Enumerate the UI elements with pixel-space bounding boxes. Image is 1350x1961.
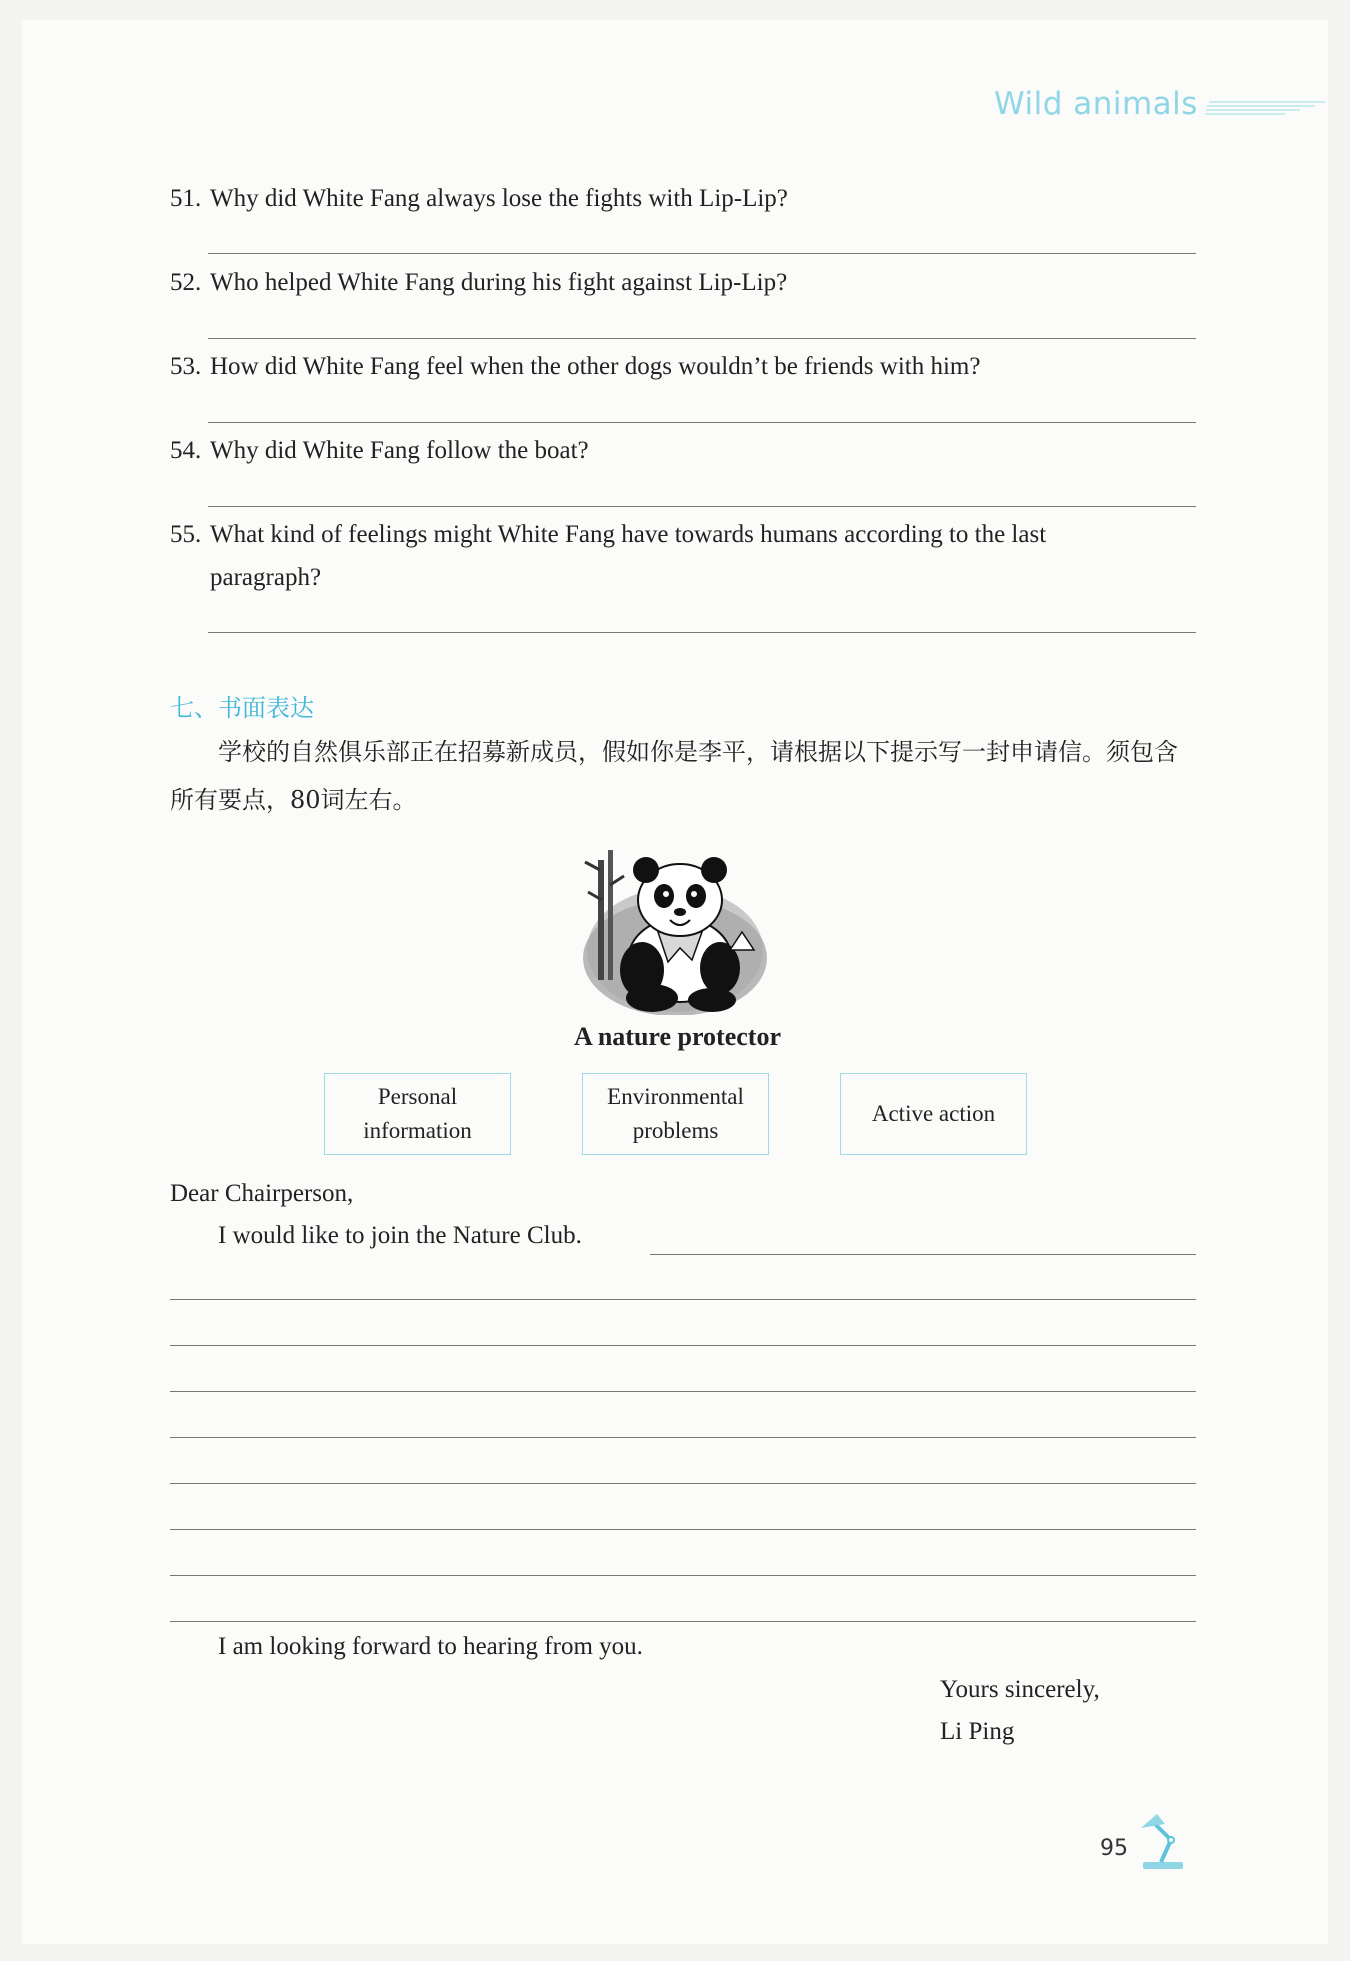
- prompt-line: problems: [632, 1118, 719, 1143]
- prompt-line: Personal: [377, 1084, 458, 1109]
- question-54: [170, 430, 589, 472]
- question-53: [170, 346, 981, 388]
- answer-line-51[interactable]: [208, 253, 1196, 254]
- question-55: [170, 514, 1047, 556]
- question-text: Who helped White Fang during his fight against Lip-Lip?: [210, 269, 788, 296]
- writing-line[interactable]: [170, 1621, 1196, 1622]
- question-51: [170, 178, 788, 220]
- header-stripes-decoration: [1205, 100, 1325, 116]
- panda-illustration: [580, 840, 770, 1015]
- question-55-continued: [170, 557, 322, 599]
- question-text-continued: paragraph?: [210, 564, 322, 591]
- question-number: 55.: [170, 521, 202, 548]
- prompt-line: Active action: [871, 1101, 996, 1126]
- answer-line-53[interactable]: [208, 422, 1196, 423]
- question-text: Why did White Fang follow the boat?: [210, 437, 589, 464]
- question-text: What kind of feelings might White Fang have towards humans according to the last: [210, 521, 1047, 548]
- question-number: 51.: [170, 185, 202, 212]
- prompt-line: information: [363, 1118, 472, 1143]
- prompt-line: Environmental: [607, 1084, 744, 1109]
- letter-signature-name: Li Ping: [940, 1718, 1015, 1745]
- question-number: 52.: [170, 269, 202, 296]
- writing-line[interactable]: [650, 1254, 1196, 1255]
- writing-line[interactable]: [170, 1529, 1196, 1530]
- desk-lamp-icon: [1135, 1810, 1197, 1872]
- writing-line[interactable]: [170, 1575, 1196, 1576]
- question-52: [170, 262, 788, 304]
- writing-line[interactable]: [170, 1483, 1196, 1484]
- answer-line-55[interactable]: [208, 632, 1196, 633]
- prompt-box-personal-information: [324, 1073, 511, 1155]
- question-number: 53.: [170, 353, 202, 380]
- writing-instruction: 学校的自然俱乐部正在招募新成员，假如你是李平，请根据以下提示写一封申请信。须包含所有要点，80词左右。: [170, 738, 1178, 814]
- letter-greeting: Dear Chairperson,: [170, 1180, 354, 1207]
- letter-closing: I am looking forward to hearing from you.: [218, 1633, 643, 1660]
- answer-line-54[interactable]: [208, 506, 1196, 507]
- answer-line-52[interactable]: [208, 338, 1196, 339]
- writing-line[interactable]: [170, 1437, 1196, 1438]
- question-number: 54.: [170, 437, 202, 464]
- writing-line[interactable]: [170, 1299, 1196, 1300]
- writing-line[interactable]: [170, 1391, 1196, 1392]
- prompt-box-environmental-problems: [582, 1073, 769, 1155]
- writing-line[interactable]: [170, 1345, 1196, 1346]
- page-number: 95: [1100, 1836, 1128, 1861]
- question-text: Why did White Fang always lose the fights with Lip-Lip?: [210, 185, 788, 212]
- section-title: 七、书面表达: [170, 694, 314, 722]
- prompt-box-active-action: [840, 1073, 1027, 1155]
- letter-signoff: Yours sincerely,: [940, 1676, 1100, 1703]
- letter-opening: I would like to join the Nature Club.: [218, 1222, 582, 1249]
- question-text: How did White Fang feel when the other dogs wouldn’t be friends with him?: [210, 353, 981, 380]
- illustration-caption: A nature protector: [574, 1022, 781, 1051]
- unit-title: Wild animals: [994, 86, 1198, 122]
